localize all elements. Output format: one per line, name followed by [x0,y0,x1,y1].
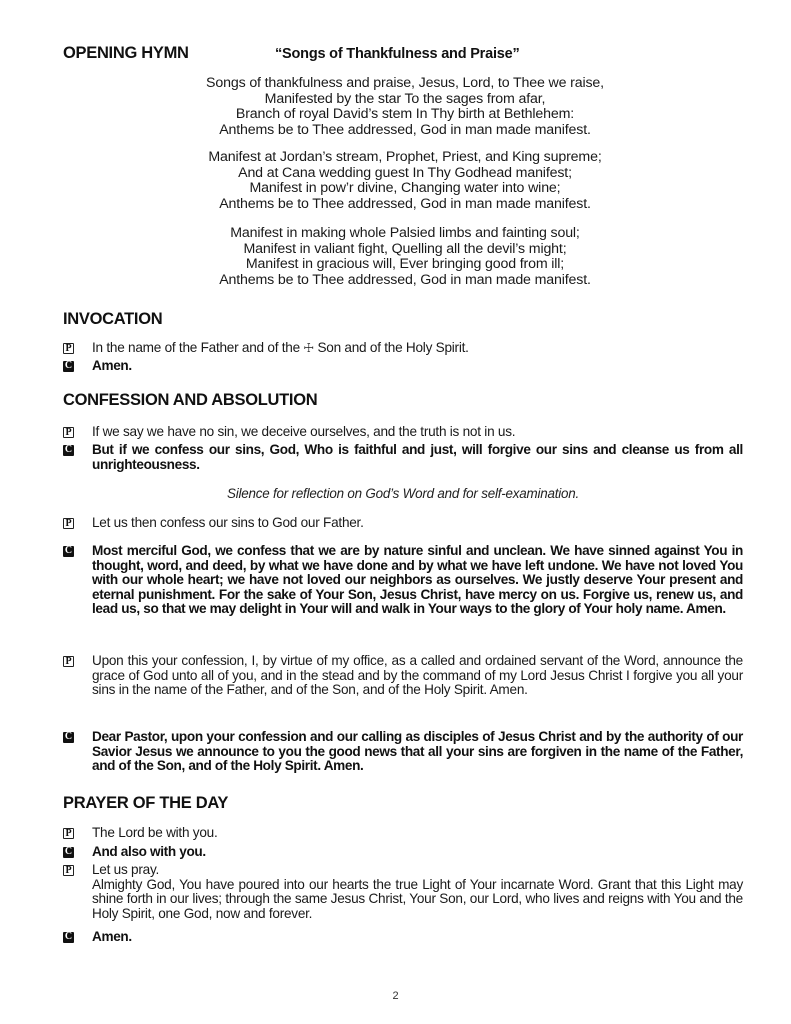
hymn-line: Manifest in pow’r divine, Changing water into wine; [249,180,561,197]
line-text: Amen. [92,358,132,373]
congregation-badge-icon: C [64,731,73,742]
line-text: The Lord be with you. [92,825,218,840]
line-text: Upon this your confession, I, by virtue of my office, as a called and ordained servant of the Word, announce the grace of God unto all of you, and in the stead and by the command of my Lord Jesus Christ I forgive you all your sins in the name of the Father, and of the Son, and of the Holy Spirit. Amen. [92,653,743,698]
cross-icon: ☩ [303,341,314,355]
line-text: In the name of the Father and of the [92,340,300,355]
pastor-badge-icon: P [63,656,74,667]
pastor-badge-icon: P [63,828,74,839]
pastor-badge-icon: P [63,865,74,876]
confession-pastor-line-2 [63,516,743,531]
confession-pastor-line-1 [63,425,743,440]
pastor-badge-icon: P [63,518,74,529]
line-text: But if we confess our sins, God, Who is faithful and just, will forgive our sins and cleanse us from all unrighteousness. [92,442,743,472]
collect-text: Almighty God, You have poured into our hearts the true Light of Your incarnate Word. Grant that this Light may shine forth in our lives; through the same Jesus Christ, Your Son, our Lord, who lives and reigns with You and the Holy Spirit, one God, now and forever. [92,876,743,921]
hymn-line: Branch of royal David’s stem In Thy birth at Bethlehem: [235,106,575,123]
confession-heading: CONFESSION AND ABSOLUTION [63,391,318,409]
prayer-pastor-line-2 [63,863,743,921]
line-text: Amen. [92,929,132,944]
invocation-congregation-line [63,359,743,374]
pastor-badge-icon: P [63,343,74,354]
line-text: Dear Pastor, upon your confession and our calling as disciples of Jesus Christ and by the authority of our Savior Jesus we announce to you the good news that all your sins are forgiven in the name of the Father, and of the Son, and of the Holy Spirit. Amen. [92,729,743,774]
line-text: Son and of the Holy Spirit. [317,340,469,355]
line-text: Most merciful God, we confess that we are by nature sinful and unclean. We have sinned against You in thought, word, and deed, by what we have done and by what we have left undone. We have not loved You with our whole heart; we have not loved our neighbors as ourselves. We justly deserve Your present and eternal punishment. For the sake of Your Son, Jesus Christ, have mercy on us. Forgive us, renew us, and lead us, so that we may delight in Your will and walk in Your ways to the glory of Your holy name. Amen. [92,543,743,617]
line-text: Let us then confess our sins to God our Father. [92,515,364,530]
congregation-badge-icon: C [64,846,73,857]
page-number: 2 [392,990,399,1002]
hymn-line: Manifest at Jordan’s stream, Prophet, Priest, and King supreme; [208,149,602,165]
hymn-line: Songs of thankfulness and praise, Jesus, Lord, to Thee we raise, [206,75,604,91]
confession-congregation-prayer [63,544,743,617]
hymn-stanza-3 [160,226,650,288]
rubric-silence: Silence for reflection on God’s Word and for self-examination. [226,486,580,501]
hymn-stanza-2 [160,150,650,212]
hymn-line: Anthems be to Thee addressed, God in man made manifest. [219,121,591,138]
confession-congregation-line-1 [63,443,743,472]
pastor-badge-icon: P [63,427,74,438]
hymn-line: And at Cana wedding guest In Thy Godhead manifest; [238,164,572,181]
prayer-congregation-line-1 [63,845,743,860]
congregation-badge-icon: C [64,931,73,942]
prayer-congregation-line-2 [63,930,743,945]
invocation-heading: INVOCATION [63,310,163,328]
hymn-line: Anthems be to Thee addressed, God in man made manifest. [219,271,591,288]
congregation-badge-icon: C [64,444,73,455]
hymn-line: Manifest in making whole Palsied limbs and fainting soul; [230,225,580,241]
hymn-line: Manifest in gracious will, Ever bringing good from ill; [245,256,565,273]
hymn-stanza-1 [160,76,650,138]
hymn-line: Manifested by the star To the sages from afar, [264,90,546,107]
congregation-badge-icon: C [64,360,73,371]
invocation-pastor-line [63,341,743,356]
absolution-congregation-line [63,730,743,774]
absolution-pastor-line [63,654,743,698]
hymn-title: “Songs of Thankfulness and Praise” [275,46,520,62]
prayer-pastor-line-1 [63,826,743,841]
line-text: If we say we have no sin, we deceive ourselves, and the truth is not in us. [92,424,516,439]
line-text: And also with you. [92,844,206,859]
hymn-line: Anthems be to Thee addressed, God in man made manifest. [219,195,591,212]
opening-hymn-heading: OPENING HYMN [63,44,189,62]
congregation-badge-icon: C [64,545,73,556]
hymn-line: Manifest in valiant fight, Quelling all the devil’s might; [243,240,567,257]
prayer-of-the-day-heading: PRAYER OF THE DAY [63,794,229,812]
line-text: Let us pray. [92,862,160,877]
